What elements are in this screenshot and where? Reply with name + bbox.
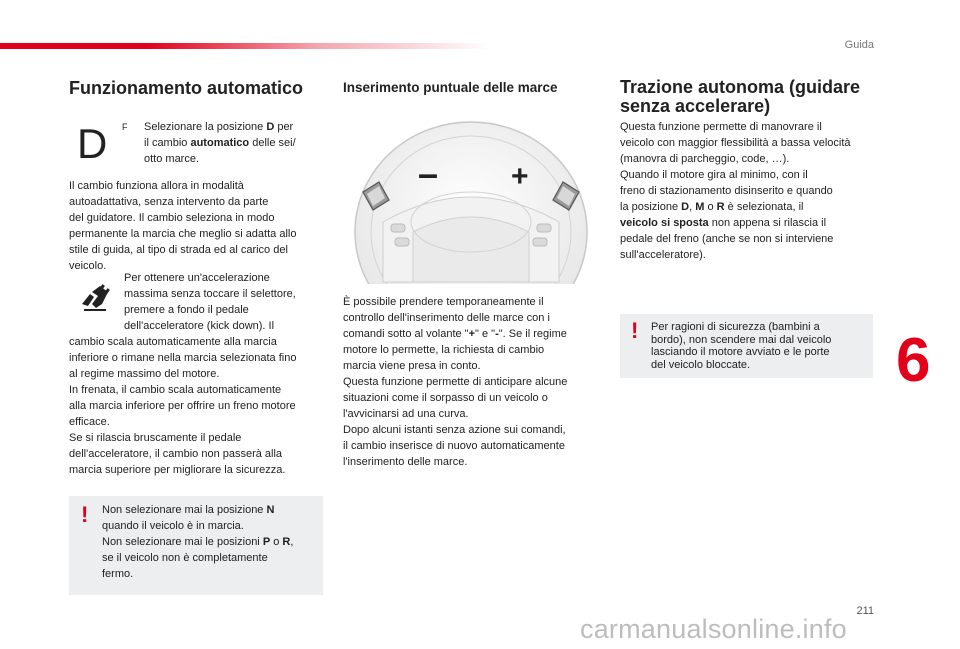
text-line: del veicolo bloccate.: [651, 358, 751, 371]
text-line: l'inserimento delle marce.: [343, 456, 468, 468]
col1-bullet: [144, 119, 324, 167]
text-line: il cambio inserisce di nuovo automaticamente: [343, 440, 565, 452]
text-line: quando il veicolo è in marcia.: [102, 520, 244, 532]
text-line: veicolo si sposta non appena si rilascia il: [620, 217, 827, 229]
col3-paragraph: [620, 119, 878, 263]
section-label: Guida: [844, 39, 874, 51]
gear-d-icon: D: [77, 120, 108, 167]
text-line: Per ragioni di sicurezza (bambini a: [651, 321, 820, 333]
chapter-number: 6: [896, 326, 931, 395]
text-line: l'avvicinarsi ad una curva.: [343, 408, 469, 420]
col1-title: Funzionamento automatico: [69, 78, 303, 98]
text-line: Questa funzione permette di manovrare il: [620, 121, 822, 133]
text-line: comandi sotto al volante "+" e "-". Se il regime: [343, 328, 567, 340]
warning-icon: !: [81, 502, 89, 527]
text-line: bordo), non scendere mai dal veicolo: [651, 333, 832, 346]
text-line: permanente la marcia che meglio si adatta allo: [69, 228, 297, 240]
text-line: efficace.: [69, 416, 110, 428]
text-line: dell'acceleratore (kick down). Il: [124, 320, 275, 332]
col1-paragraph-2-indent: [124, 270, 324, 334]
text-line: del guidatore. Il cambio seleziona in modo: [69, 212, 275, 224]
text-line: Il cambio funziona allora in modalità: [69, 180, 244, 192]
text-line: veicolo.: [69, 260, 107, 272]
pedal-foot-icon: [78, 280, 112, 314]
text-line: dell'acceleratore, il cambio non passerà alla: [69, 448, 283, 460]
warning-icon: !: [631, 318, 639, 343]
col1-warning-box: [69, 496, 323, 595]
text-line: sull'acceleratore).: [620, 249, 706, 261]
text-line: stile di guida, al tipo di strada ed al carico del: [69, 244, 288, 256]
col3-warning-text: [651, 321, 871, 371]
watermark: carmanualsonline.info: [580, 614, 847, 644]
col1-bullet-line-2: il cambio automatico delle sei/: [144, 137, 296, 149]
text-line: cambio scala automaticamente alla marcia: [69, 336, 277, 348]
text-line: autoadattativa, senza intervento da parte: [69, 196, 269, 208]
text-line: Se si rilascia bruscamente il pedale: [69, 432, 242, 444]
text-line: pedale del freno (anche se non si interviene: [620, 233, 834, 245]
col3-title-line-1: Trazione autonoma (guidare: [620, 77, 861, 97]
text-line: Quando il motore gira al minimo, con il: [620, 169, 808, 181]
text-line: È possibile prendere temporaneamente il: [343, 296, 544, 308]
text-line: Non selezionare mai la posizione N: [102, 504, 275, 516]
paddle-minus-label: –: [418, 153, 439, 194]
bullet-arrow-icon: F: [122, 122, 128, 132]
text-line: premere a fondo il pedale: [124, 304, 249, 316]
col1-bullet-line-3: otto marce.: [144, 153, 200, 165]
text-line: In frenata, il cambio scala automaticamente: [69, 384, 282, 396]
text-line: veicolo con maggior flessibilità a bassa velocità: [620, 137, 851, 149]
paddle-plus-label: +: [511, 160, 529, 193]
steering-wheel-paddles-illustration: [343, 112, 599, 284]
col2-title: Inserimento puntuale delle marce: [343, 80, 558, 95]
col1-paragraph-1: [69, 178, 325, 274]
text-line: Dopo alcuni istanti senza azione sui comandi,: [343, 424, 566, 436]
text-line: alla marcia inferiore per offrire un freno motore: [69, 400, 296, 412]
text-line: marcia viene presa in conto.: [343, 360, 481, 372]
text-line: lasciando il motore avviato e le porte: [651, 346, 830, 358]
text-line: marcia superiore per migliorare la sicurezza.: [69, 464, 286, 476]
col3-title: [620, 78, 878, 116]
col2-paragraph: [343, 294, 601, 470]
text-line: situazioni come il sorpasso di un veicolo o: [343, 392, 548, 404]
text-line: al regime massimo del motore.: [69, 368, 220, 380]
text-line: massima senza toccare il selettore,: [124, 288, 296, 300]
text-line: Questa funzione permette di anticipare alcune: [343, 376, 568, 388]
text-line: fermo.: [102, 568, 134, 580]
text-line: controllo dell'inserimento delle marce con i: [343, 312, 550, 324]
text-line: (manovra di parcheggio, code, …).: [620, 153, 790, 165]
text-line: inferiore o rimane nella marcia selezionata fino: [69, 352, 297, 364]
page-number: 211: [856, 605, 874, 617]
text-line: motore lo permette, la richiesta di cambio: [343, 344, 545, 356]
text-line: la posizione D, M o R è selezionata, il: [620, 201, 804, 213]
header-accent-bar: [0, 43, 490, 49]
col3-warning-box: [620, 314, 873, 378]
text-line: Per ottenere un'accelerazione: [124, 272, 270, 284]
text-line: Non selezionare mai le posizioni P o R,: [102, 536, 294, 548]
col1-paragraph-2: [69, 334, 325, 478]
text-line: se il veicolo non è completamente: [102, 552, 268, 564]
col3-title-line-2: senza accelerare): [620, 96, 771, 116]
text-line: freno di stazionamento disinserito e quando: [620, 185, 833, 197]
col1-warning-text: [102, 502, 320, 582]
col1-bullet-line-1: Selezionare la posizione D per: [144, 121, 294, 133]
